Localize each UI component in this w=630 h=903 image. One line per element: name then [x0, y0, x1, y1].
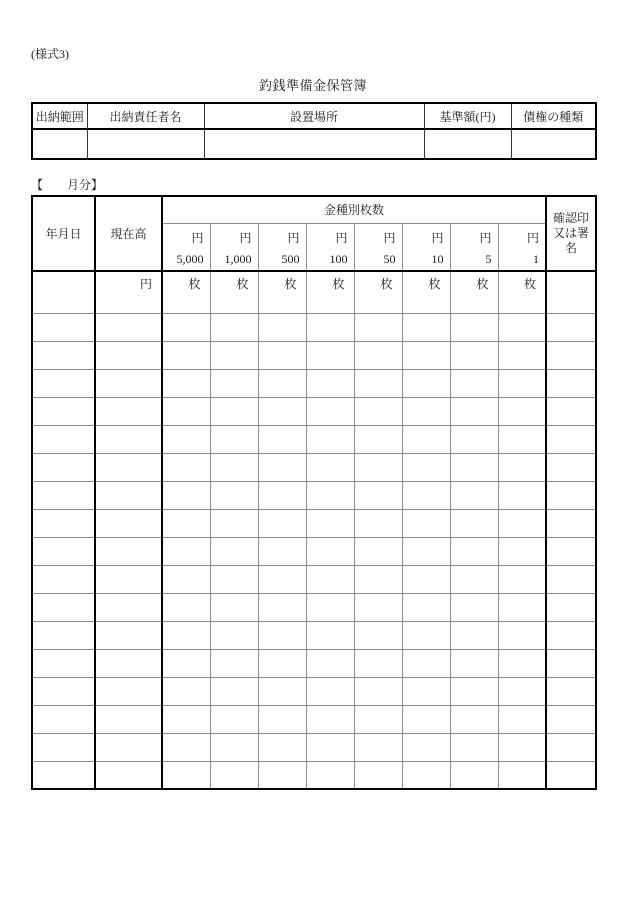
col-header-date: 年月日 [32, 196, 95, 271]
col-group-denomination-counts: 金種別枚数 [162, 196, 546, 223]
ledger-cell [32, 369, 95, 397]
ledger-cell [450, 593, 498, 621]
ledger-row [32, 425, 596, 453]
ledger-cell [354, 761, 402, 789]
ledger-cell [95, 313, 162, 341]
currency-unit-label: 円 [383, 230, 396, 245]
ledger-cell [210, 677, 258, 705]
ledger-cell [32, 509, 95, 537]
currency-unit-label: 円 [431, 230, 444, 245]
ledger-cell [402, 761, 450, 789]
ledger-cell [306, 733, 354, 761]
ledger-cell [95, 425, 162, 453]
ledger-cell [258, 593, 306, 621]
ledger-cell [402, 481, 450, 509]
ledger-row [32, 313, 596, 341]
ledger-row [32, 369, 596, 397]
ledger-cell [95, 677, 162, 705]
ledger-cell [258, 453, 306, 481]
ledger-cell [210, 341, 258, 369]
ledger-cell [95, 593, 162, 621]
denomination-value: 100 [329, 251, 348, 266]
ledger-cell [546, 397, 596, 425]
denomination-value: 50 [383, 251, 396, 266]
ledger-cell [306, 593, 354, 621]
denomination-header [450, 223, 498, 271]
summary-cell-range [32, 129, 87, 159]
ledger-cell [498, 761, 546, 789]
ledger-cell [162, 397, 210, 425]
ledger-cell [95, 509, 162, 537]
ledger-cell [306, 341, 354, 369]
ledger-cell [162, 677, 210, 705]
ledger-cell [306, 621, 354, 649]
ledger-cell [450, 705, 498, 733]
ledger-cell [162, 649, 210, 677]
ledger-cell [306, 425, 354, 453]
ledger-cell [402, 313, 450, 341]
ledger-cell [546, 537, 596, 565]
currency-unit-label: 円 [479, 230, 492, 245]
ledger-cell [354, 677, 402, 705]
ledger-cell [354, 453, 402, 481]
ledger-cell [210, 481, 258, 509]
denomination-header [210, 223, 258, 271]
ledger-cell [546, 733, 596, 761]
ledger-cell [210, 705, 258, 733]
ledger-cell [95, 481, 162, 509]
ledger-cell [162, 341, 210, 369]
ledger-cell [450, 677, 498, 705]
ledger-cell [354, 341, 402, 369]
ledger-table [31, 195, 597, 790]
denomination-value: 1,000 [224, 251, 252, 266]
ledger-cell [354, 705, 402, 733]
ledger-cell [354, 509, 402, 537]
ledger-cell [402, 537, 450, 565]
ledger-cell [450, 481, 498, 509]
ledger-cell [546, 705, 596, 733]
ledger-cell [162, 369, 210, 397]
ledger-cell [95, 537, 162, 565]
ledger-row [32, 341, 596, 369]
ledger-cell [306, 761, 354, 789]
denomination-value: 5,000 [176, 251, 204, 266]
ledger-cell [32, 705, 95, 733]
ledger-cell [162, 761, 210, 789]
balance-unit-label: 円 [95, 271, 162, 313]
ledger-cell [498, 705, 546, 733]
ledger-cell [450, 341, 498, 369]
ledger-cell [258, 425, 306, 453]
ledger-cell [162, 313, 210, 341]
ledger-cell [546, 621, 596, 649]
ledger-cell [498, 313, 546, 341]
ledger-cell [258, 761, 306, 789]
denomination-value: 1 [533, 251, 540, 266]
currency-unit-label: 円 [335, 230, 348, 245]
ledger-cell [258, 509, 306, 537]
ledger-cell [210, 593, 258, 621]
ledger-cell [306, 705, 354, 733]
ledger-cell [95, 761, 162, 789]
ledger-cell [32, 621, 95, 649]
ledger-cell [95, 453, 162, 481]
count-unit-label: 枚 [354, 271, 402, 313]
ledger-cell [95, 705, 162, 733]
denomination-header [498, 223, 546, 271]
ledger-cell [450, 509, 498, 537]
ledger-cell [258, 313, 306, 341]
currency-unit-label: 円 [191, 230, 204, 245]
ledger-cell [258, 369, 306, 397]
ledger-cell [258, 733, 306, 761]
ledger-cell [162, 593, 210, 621]
ledger-cell [498, 677, 546, 705]
ledger-cell [402, 369, 450, 397]
ledger-cell [498, 537, 546, 565]
ledger-cell [450, 565, 498, 593]
ledger-row [32, 481, 596, 509]
ledger-row [32, 677, 596, 705]
ledger-cell [306, 313, 354, 341]
count-unit-label: 枚 [162, 271, 210, 313]
summary-cell-responsible [87, 129, 204, 159]
ledger-cell [258, 481, 306, 509]
denomination-value: 5 [485, 251, 492, 266]
summary-cell-base-amount [424, 129, 511, 159]
month-label: 【 月分】 [31, 178, 104, 192]
ledger-cell [450, 761, 498, 789]
ledger-cell [210, 313, 258, 341]
ledger-cell [546, 509, 596, 537]
ledger-cell [450, 453, 498, 481]
ledger-cell [402, 593, 450, 621]
ledger-cell [498, 369, 546, 397]
form-number-label: (様式3) [31, 47, 69, 61]
ledger-cell [162, 565, 210, 593]
ledger-cell [546, 425, 596, 453]
ledger-cell [354, 621, 402, 649]
ledger-cell [306, 453, 354, 481]
denomination-header [162, 223, 210, 271]
ledger-cell [306, 397, 354, 425]
ledger-cell [546, 593, 596, 621]
ledger-row [32, 705, 596, 733]
ledger-cell [354, 649, 402, 677]
ledger-cell [210, 453, 258, 481]
ledger-cell [210, 369, 258, 397]
ledger-cell [32, 677, 95, 705]
ledger-cell [32, 537, 95, 565]
ledger-cell [498, 453, 546, 481]
ledger-cell [546, 565, 596, 593]
unit-cell-confirm [546, 271, 596, 313]
ledger-cell [354, 369, 402, 397]
ledger-cell [32, 341, 95, 369]
ledger-cell [402, 705, 450, 733]
ledger-cell [498, 509, 546, 537]
ledger-cell [546, 313, 596, 341]
ledger-cell [354, 593, 402, 621]
ledger-cell [546, 453, 596, 481]
ledger-cell [450, 621, 498, 649]
ledger-group-header-row [32, 196, 596, 223]
ledger-cell [162, 481, 210, 509]
ledger-cell [162, 705, 210, 733]
ledger-cell [402, 565, 450, 593]
ledger-cell [210, 537, 258, 565]
ledger-cell [546, 481, 596, 509]
ledger-cell [95, 649, 162, 677]
confirm-header-line: 名 [565, 241, 578, 255]
ledger-row [32, 537, 596, 565]
summary-table [31, 102, 597, 160]
ledger-cell [32, 593, 95, 621]
ledger-cell [162, 537, 210, 565]
ledger-cell [162, 509, 210, 537]
ledger-cell [546, 341, 596, 369]
ledger-cell [32, 397, 95, 425]
ledger-cell [306, 537, 354, 565]
ledger-cell [450, 369, 498, 397]
ledger-cell [306, 481, 354, 509]
ledger-cell [210, 761, 258, 789]
ledger-cell [95, 397, 162, 425]
count-unit-label: 枚 [498, 271, 546, 313]
ledger-cell [498, 341, 546, 369]
ledger-cell [402, 425, 450, 453]
ledger-cell [95, 565, 162, 593]
ledger-cell [306, 369, 354, 397]
ledger-cell [546, 369, 596, 397]
ledger-cell [498, 425, 546, 453]
ledger-cell [450, 649, 498, 677]
ledger-cell [32, 453, 95, 481]
ledger-cell [210, 425, 258, 453]
ledger-row [32, 453, 596, 481]
ledger-cell [210, 397, 258, 425]
col-header-balance: 現在高 [95, 196, 162, 271]
currency-unit-label: 円 [287, 230, 300, 245]
confirm-header-line: 又は署 [553, 226, 590, 240]
ledger-row [32, 593, 596, 621]
ledger-cell [498, 565, 546, 593]
ledger-cell [32, 761, 95, 789]
count-unit-label: 枚 [306, 271, 354, 313]
ledger-cell [258, 565, 306, 593]
ledger-cell [402, 621, 450, 649]
ledger-cell [498, 593, 546, 621]
denomination-header [258, 223, 306, 271]
ledger-cell [210, 733, 258, 761]
ledger-cell [450, 425, 498, 453]
ledger-row [32, 397, 596, 425]
ledger-cell [402, 733, 450, 761]
ledger-cell [498, 481, 546, 509]
denomination-header [306, 223, 354, 271]
ledger-cell [162, 621, 210, 649]
summary-input-row [32, 129, 596, 159]
ledger-cell [498, 397, 546, 425]
ledger-cell [402, 677, 450, 705]
summary-header-claim-type: 債権の種類 [511, 103, 596, 129]
ledger-cell [32, 425, 95, 453]
ledger-cell [32, 481, 95, 509]
ledger-cell [354, 733, 402, 761]
ledger-cell [450, 733, 498, 761]
count-unit-label: 枚 [402, 271, 450, 313]
ledger-cell [450, 537, 498, 565]
ledger-cell [402, 341, 450, 369]
ledger-cell [258, 537, 306, 565]
denomination-value: 10 [431, 251, 444, 266]
ledger-cell [258, 677, 306, 705]
ledger-cell [32, 313, 95, 341]
ledger-cell [162, 425, 210, 453]
summary-header-range: 出納範囲 [32, 103, 87, 129]
ledger-cell [306, 649, 354, 677]
ledger-cell [32, 649, 95, 677]
ledger-row [32, 565, 596, 593]
ledger-cell [402, 453, 450, 481]
summary-cell-claim-type [511, 129, 596, 159]
currency-unit-label: 円 [527, 230, 540, 245]
ledger-cell [258, 705, 306, 733]
ledger-cell [210, 621, 258, 649]
unit-cell-date [32, 271, 95, 313]
ledger-row [32, 761, 596, 789]
summary-header-responsible: 出納責任者名 [87, 103, 204, 129]
currency-unit-label: 円 [239, 230, 252, 245]
denomination-header [354, 223, 402, 271]
ledger-cell [95, 369, 162, 397]
count-unit-label: 枚 [210, 271, 258, 313]
ledger-cell [354, 425, 402, 453]
unit-row [32, 271, 596, 313]
ledger-cell [32, 733, 95, 761]
denomination-value: 500 [281, 251, 300, 266]
ledger-cell [210, 649, 258, 677]
ledger-cell [402, 397, 450, 425]
ledger-cell [354, 481, 402, 509]
ledger-cell [95, 341, 162, 369]
ledger-row [32, 621, 596, 649]
ledger-cell [306, 677, 354, 705]
ledger-cell [258, 397, 306, 425]
count-unit-label: 枚 [258, 271, 306, 313]
ledger-cell [450, 313, 498, 341]
ledger-cell [450, 397, 498, 425]
ledger-cell [498, 621, 546, 649]
count-unit-label: 枚 [450, 271, 498, 313]
summary-header-location: 設置場所 [204, 103, 424, 129]
summary-cell-location [204, 129, 424, 159]
ledger-cell [546, 677, 596, 705]
ledger-cell [546, 649, 596, 677]
ledger-cell [306, 509, 354, 537]
ledger-cell [258, 621, 306, 649]
col-header-confirm-signature [546, 196, 596, 271]
page-title: 釣銭準備金保管簿 [258, 78, 367, 93]
confirm-header-line: 確認印 [553, 211, 590, 225]
ledger-row [32, 649, 596, 677]
denomination-header [402, 223, 450, 271]
ledger-cell [354, 397, 402, 425]
ledger-cell [498, 649, 546, 677]
ledger-cell [210, 509, 258, 537]
ledger-cell [402, 509, 450, 537]
ledger-cell [162, 733, 210, 761]
ledger-cell [546, 761, 596, 789]
ledger-cell [258, 649, 306, 677]
summary-header-row [32, 103, 596, 129]
ledger-cell [306, 565, 354, 593]
ledger-cell [354, 313, 402, 341]
ledger-cell [32, 565, 95, 593]
ledger-row [32, 509, 596, 537]
ledger-row [32, 733, 596, 761]
summary-header-base-amount: 基準額(円) [424, 103, 511, 129]
ledger-cell [210, 565, 258, 593]
ledger-cell [258, 341, 306, 369]
ledger-cell [162, 453, 210, 481]
ledger-cell [95, 733, 162, 761]
ledger-cell [402, 649, 450, 677]
ledger-cell [498, 733, 546, 761]
ledger-cell [354, 537, 402, 565]
ledger-cell [95, 621, 162, 649]
ledger-cell [354, 565, 402, 593]
